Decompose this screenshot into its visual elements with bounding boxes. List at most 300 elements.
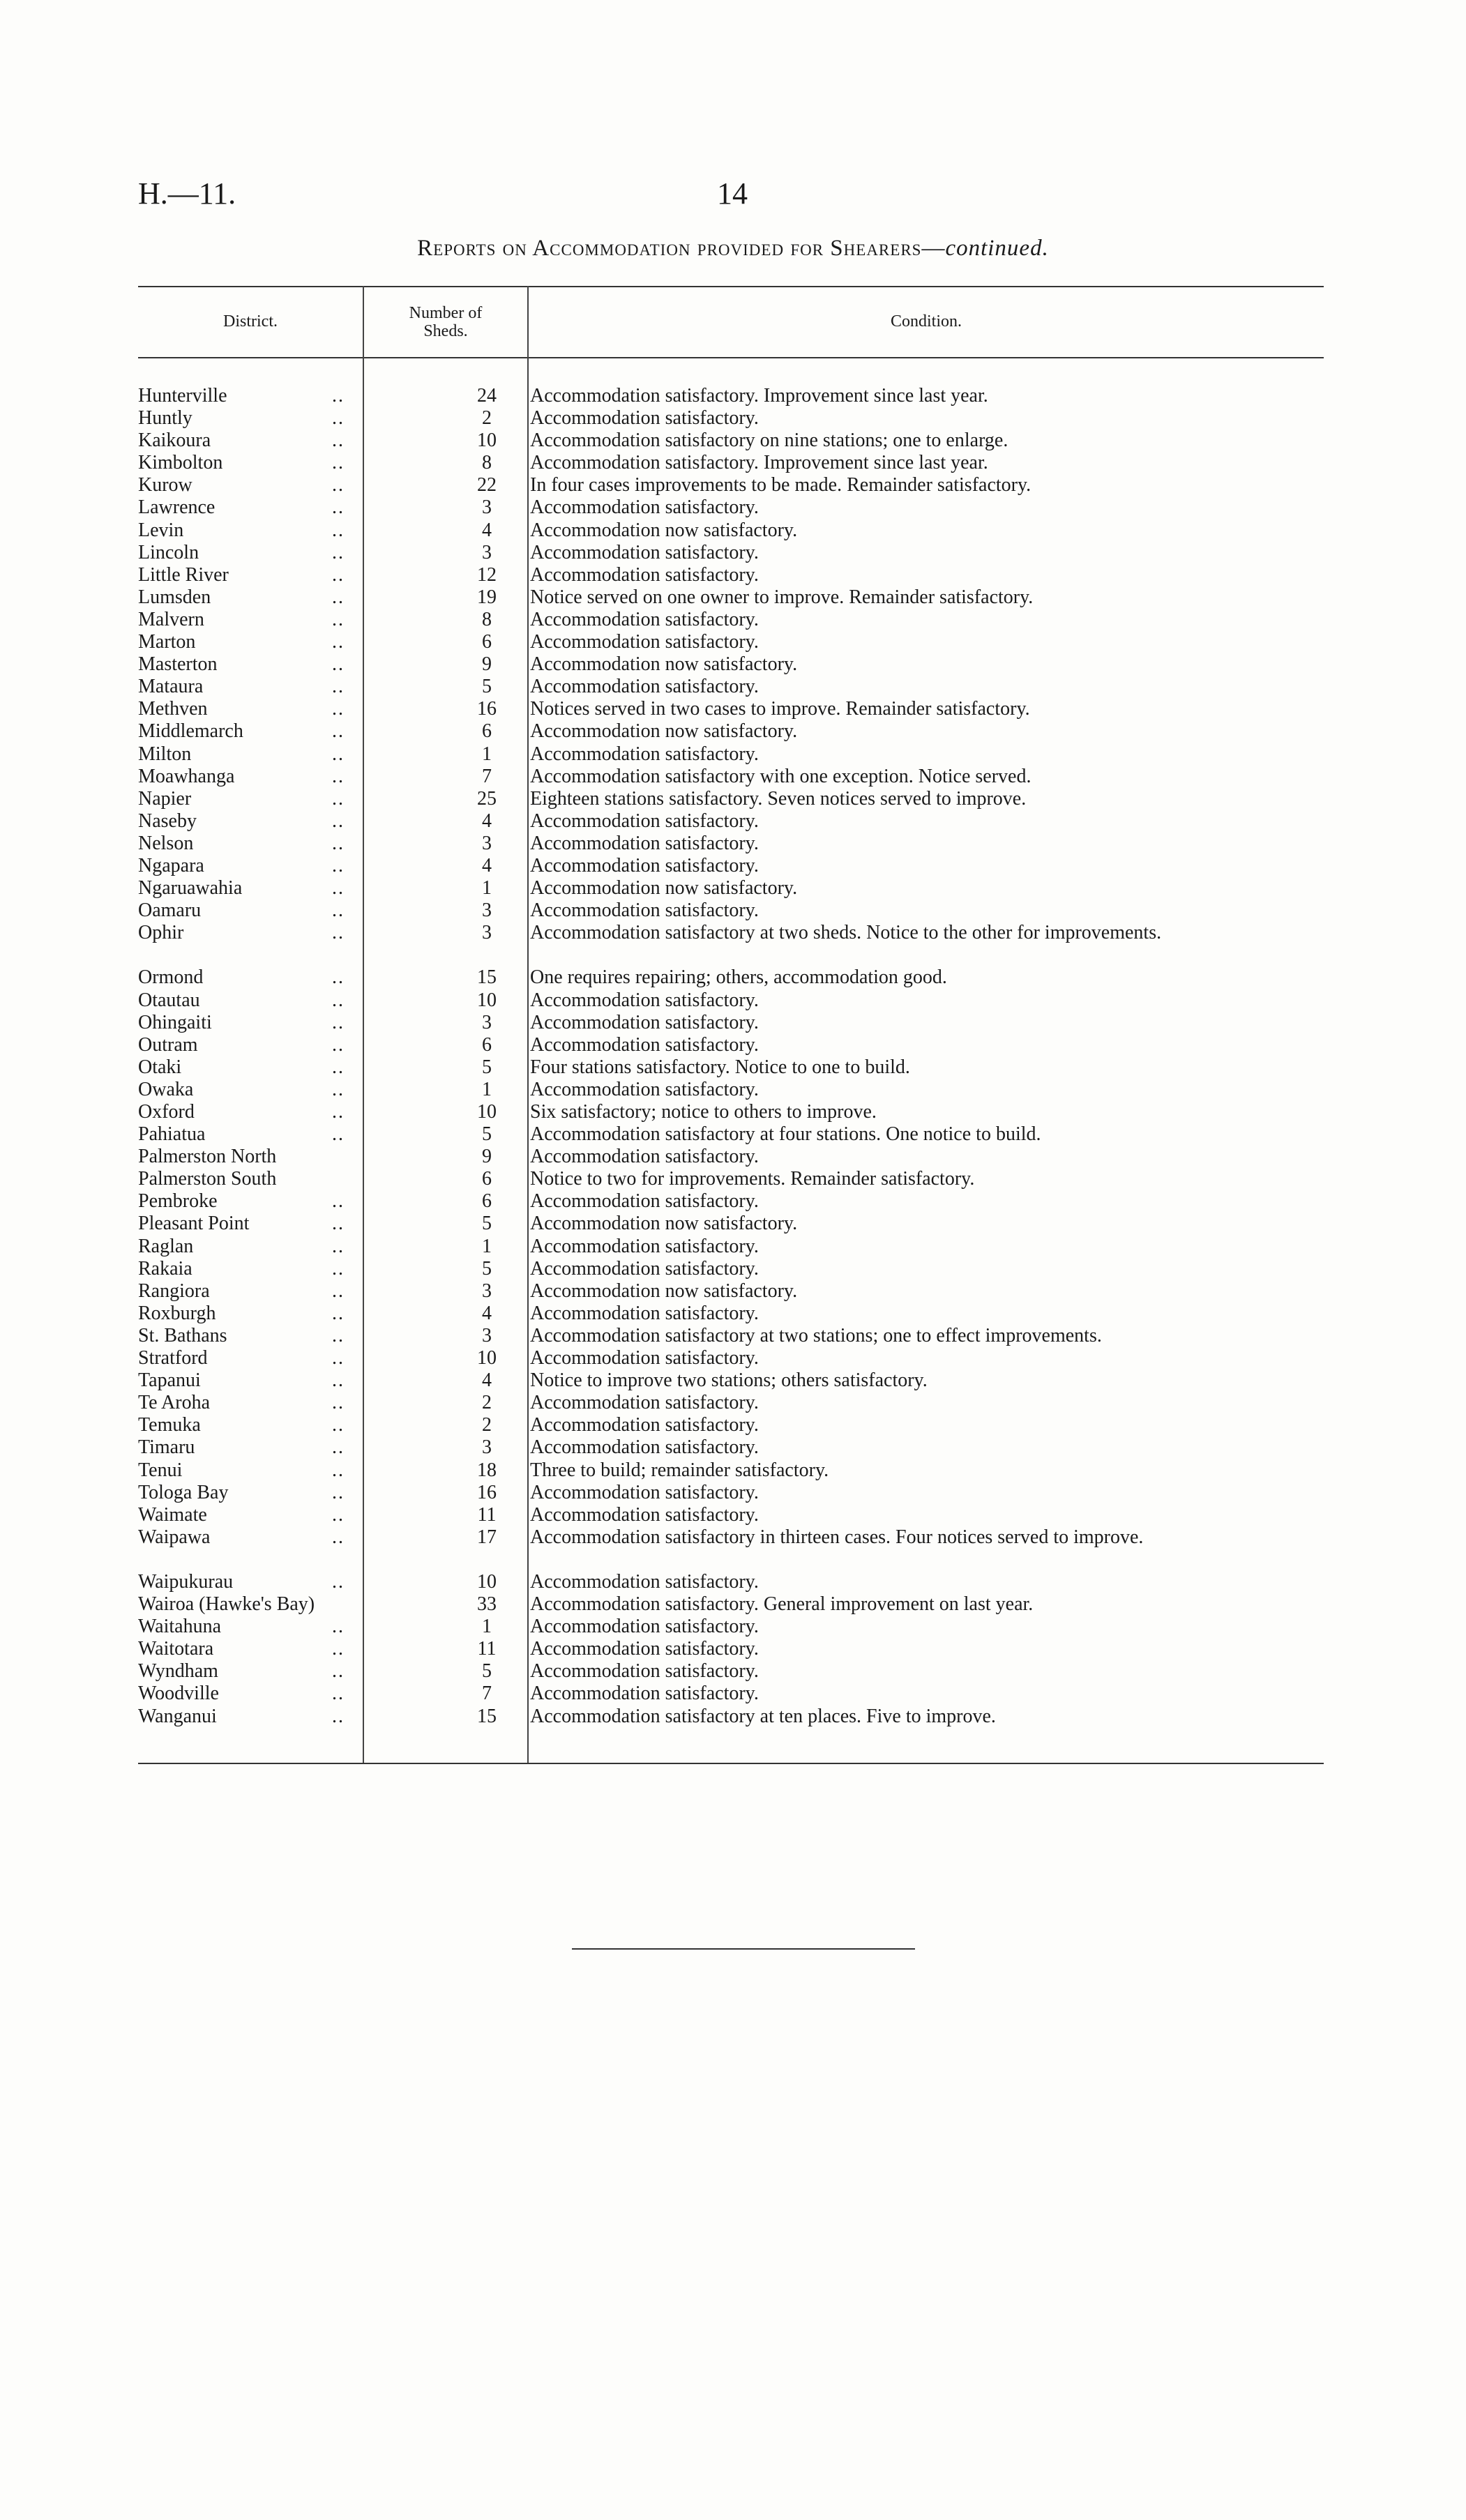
condition-cell: Accommodation satisfactory at four stations. One notice to build. <box>530 1123 1041 1146</box>
leader-dots: .. <box>332 1235 345 1257</box>
sheds-cell: 3 <box>482 1436 492 1459</box>
sheds-cell: 9 <box>482 1146 492 1168</box>
table-row <box>138 1034 1324 1056</box>
condition-cell: Accommodation satisfactory. <box>530 1414 759 1436</box>
leader-dots: .. <box>332 430 345 452</box>
leader-dots: .. <box>332 1481 345 1503</box>
district-cell: Napier <box>138 787 192 810</box>
sheds-cell: 19 <box>477 586 497 608</box>
leader-dots: .. <box>332 1414 345 1436</box>
district-cell: Otaki <box>138 1056 182 1078</box>
leader-dots: .. <box>332 698 345 720</box>
condition-cell: Accommodation now satisfactory. <box>530 877 798 900</box>
condition-cell: Accommodation satisfactory. <box>530 1638 759 1660</box>
leader-dots: .. <box>332 586 345 608</box>
table-row <box>138 900 1324 922</box>
title-main: Reports on Accommodation provided for Shearers— <box>417 236 946 261</box>
condition-cell: Accommodation satisfactory at two stations; one to effect improvements. <box>530 1324 1102 1346</box>
table-row <box>138 1079 1324 1101</box>
table-row <box>138 676 1324 698</box>
district-cell: Ophir <box>138 922 184 944</box>
district-cell: Marton <box>138 631 196 653</box>
district-cell: Rangiora <box>138 1280 210 1302</box>
district-cell: Ngaruawahia <box>138 877 243 900</box>
sheds-cell: 5 <box>482 1257 492 1280</box>
table-row <box>138 1190 1324 1213</box>
condition-cell: Accommodation satisfactory. <box>530 1683 759 1705</box>
condition-cell: Accommodation satisfactory with one exception. Notice served. <box>530 765 1032 787</box>
sheds-cell: 9 <box>482 653 492 676</box>
leader-dots: .. <box>332 1280 345 1302</box>
condition-cell: Accommodation satisfactory. <box>530 407 759 430</box>
leader-dots: .. <box>332 1526 345 1548</box>
sheds-cell: 2 <box>482 1414 492 1436</box>
leader-dots: .. <box>332 608 345 630</box>
leader-dots: .. <box>332 1503 345 1526</box>
district-cell: Temuka <box>138 1414 201 1436</box>
condition-cell: Accommodation satisfactory. <box>530 1436 759 1459</box>
table-row <box>138 1526 1324 1571</box>
condition-cell: Accommodation satisfactory. <box>530 1302 759 1324</box>
table-row <box>138 1616 1324 1638</box>
leader-dots: .. <box>332 496 345 519</box>
condition-cell: Accommodation now satisfactory. <box>530 653 798 676</box>
table-row <box>138 1056 1324 1079</box>
sheds-cell: 5 <box>482 1123 492 1146</box>
table-row <box>138 1660 1324 1683</box>
leader-dots: .. <box>332 1683 345 1705</box>
leader-dots: .. <box>332 922 345 944</box>
condition-cell: One requires repairing; others, accommodation good. <box>530 966 947 989</box>
condition-cell: Notice to two for improvements. Remainder satisfactory. <box>530 1168 975 1190</box>
sheds-cell: 24 <box>477 385 497 407</box>
sheds-cell: 1 <box>482 1078 492 1100</box>
leader-dots: .. <box>332 563 345 586</box>
table-row <box>138 720 1324 743</box>
sheds-cell: 3 <box>482 496 492 519</box>
condition-cell: Accommodation satisfactory. <box>530 1481 759 1503</box>
condition-cell: Accommodation now satisfactory. <box>530 1280 798 1302</box>
leader-dots: .. <box>332 541 345 563</box>
sheds-cell: 5 <box>482 1056 492 1078</box>
leader-dots: .. <box>332 1436 345 1459</box>
sheds-cell: 3 <box>482 832 492 854</box>
table-row <box>138 922 1324 966</box>
table-row <box>138 1325 1324 1347</box>
leader-dots: .. <box>332 854 345 876</box>
district-cell: Roxburgh <box>138 1302 216 1324</box>
leader-dots: .. <box>332 452 345 474</box>
condition-cell: Notice to improve two stations; others satisfactory. <box>530 1369 928 1392</box>
leader-dots: .. <box>332 1302 345 1324</box>
table-row <box>138 474 1324 496</box>
table-row <box>138 810 1324 833</box>
condition-cell: Accommodation satisfactory. <box>530 854 759 876</box>
leader-dots: .. <box>332 832 345 854</box>
sheds-cell: 5 <box>482 676 492 698</box>
condition-cell: Accommodation satisfactory. <box>530 1146 759 1168</box>
table-row <box>138 1571 1324 1593</box>
table-row <box>138 1347 1324 1369</box>
sheds-cell: 3 <box>482 1011 492 1033</box>
table-row <box>138 1146 1324 1168</box>
district-cell: Masterton <box>138 653 218 676</box>
district-cell: Pleasant Point <box>138 1213 250 1235</box>
sheds-cell: 7 <box>482 765 492 787</box>
table-row <box>138 743 1324 766</box>
table-row <box>138 519 1324 542</box>
table-row <box>138 1504 1324 1526</box>
leader-dots: .. <box>332 474 345 496</box>
leader-dots: .. <box>332 1101 345 1123</box>
sheds-cell: 2 <box>482 1392 492 1414</box>
district-cell: Raglan <box>138 1235 194 1257</box>
condition-cell: Accommodation satisfactory. <box>530 743 759 765</box>
sheds-cell: 11 <box>477 1503 497 1526</box>
district-cell: Te Aroha <box>138 1392 211 1414</box>
sheds-cell: 15 <box>477 1705 497 1727</box>
table-row <box>138 1369 1324 1392</box>
district-cell: Waipawa <box>138 1526 211 1548</box>
table-body <box>138 385 1324 1728</box>
table-row <box>138 788 1324 810</box>
sheds-cell: 3 <box>482 1280 492 1302</box>
table-row <box>138 586 1324 609</box>
condition-cell: Accommodation satisfactory. <box>530 631 759 653</box>
leader-dots: .. <box>332 1616 345 1638</box>
column-header-sheds <box>364 304 527 340</box>
table-row <box>138 1414 1324 1436</box>
condition-cell: Accommodation satisfactory. <box>530 1011 759 1033</box>
district-cell: Waipukurau <box>138 1570 234 1593</box>
leader-dots: .. <box>332 407 345 430</box>
table-row <box>138 1236 1324 1258</box>
sheds-cell: 6 <box>482 720 492 743</box>
sheds-cell: 10 <box>477 1101 497 1123</box>
leader-dots: .. <box>332 877 345 900</box>
condition-cell: Accommodation satisfactory. <box>530 1616 759 1638</box>
condition-cell: Accommodation now satisfactory. <box>530 519 798 541</box>
district-cell: Kaikoura <box>138 430 211 452</box>
sheds-cell: 12 <box>477 563 497 586</box>
district-cell: Owaka <box>138 1078 194 1100</box>
condition-cell: Accommodation satisfactory. <box>530 1257 759 1280</box>
district-cell: Malvern <box>138 608 204 630</box>
table-row <box>138 1436 1324 1459</box>
sheds-cell: 6 <box>482 1033 492 1056</box>
table-row <box>138 1303 1324 1325</box>
page-title <box>0 236 1466 261</box>
district-cell: Methven <box>138 698 208 720</box>
condition-cell: Eighteen stations satisfactory. Seven notices served to improve. <box>530 787 1027 810</box>
leader-dots: .. <box>332 1570 345 1593</box>
leader-dots: .. <box>332 385 345 407</box>
district-cell: Oamaru <box>138 900 202 922</box>
leader-dots: .. <box>332 1190 345 1213</box>
condition-cell: Notice served on one owner to improve. Remainder satisfactory. <box>530 586 1034 608</box>
district-cell: Wyndham <box>138 1660 218 1683</box>
sheds-cell: 4 <box>482 854 492 876</box>
sheds-cell: 3 <box>482 1324 492 1346</box>
condition-cell: In four cases improvements to be made. Remainder satisfactory. <box>530 474 1032 496</box>
table-row <box>138 1638 1324 1660</box>
sheds-cell: 4 <box>482 519 492 541</box>
table-row <box>138 542 1324 564</box>
district-cell: Outram <box>138 1033 198 1056</box>
condition-cell: Accommodation satisfactory. <box>530 563 759 586</box>
district-cell: Stratford <box>138 1347 208 1369</box>
district-cell: Lincoln <box>138 541 199 563</box>
table-top-rule <box>138 286 1324 287</box>
district-cell: Waimate <box>138 1503 207 1526</box>
table-row <box>138 1280 1324 1303</box>
condition-cell: Accommodation satisfactory. <box>530 608 759 630</box>
leader-dots: .. <box>332 631 345 653</box>
sheds-cell: 16 <box>477 698 497 720</box>
district-cell: Woodville <box>138 1683 219 1705</box>
condition-cell: Accommodation satisfactory. <box>530 496 759 519</box>
column-header-condition: Condition. <box>890 312 962 331</box>
district-cell: Otautau <box>138 989 200 1011</box>
sheds-cell: 1 <box>482 743 492 765</box>
condition-cell: Six satisfactory; notice to others to improve. <box>530 1101 877 1123</box>
title-continued: continued. <box>945 236 1049 261</box>
district-cell: Middlemarch <box>138 720 243 743</box>
district-cell: Palmerston South <box>138 1168 277 1190</box>
table-row <box>138 1213 1324 1235</box>
district-cell: Milton <box>138 743 192 765</box>
district-cell: Huntly <box>138 407 192 430</box>
sheds-cell: 25 <box>477 787 497 810</box>
leader-dots: .. <box>332 966 345 989</box>
sheds-cell: 3 <box>482 922 492 944</box>
table-row <box>138 564 1324 586</box>
table-row <box>138 430 1324 452</box>
table-row <box>138 966 1324 989</box>
district-cell: Kurow <box>138 474 192 496</box>
sheds-cell: 18 <box>477 1459 497 1481</box>
sheds-cell: 15 <box>477 966 497 989</box>
leader-dots: .. <box>332 720 345 743</box>
column-header-sheds-line1: Number of <box>409 304 483 322</box>
district-cell: Tologa Bay <box>138 1481 229 1503</box>
district-cell: Nelson <box>138 832 194 854</box>
table-row <box>138 385 1324 407</box>
district-cell: Naseby <box>138 810 197 832</box>
table-row <box>138 1168 1324 1190</box>
table-row <box>138 1258 1324 1280</box>
condition-cell: Notices served in two cases to improve. Remainder satisfactory. <box>530 698 1030 720</box>
sheds-cell: 8 <box>482 452 492 474</box>
sheds-cell: 1 <box>482 877 492 900</box>
condition-cell: Accommodation satisfactory. <box>530 810 759 832</box>
condition-cell: Accommodation satisfactory. <box>530 541 759 563</box>
district-cell: Ngapara <box>138 854 204 876</box>
table-header-rule <box>138 357 1324 358</box>
table-row <box>138 1482 1324 1504</box>
table-row <box>138 698 1324 720</box>
condition-cell: Accommodation satisfactory at ten places. Five to improve. <box>530 1705 996 1727</box>
district-cell: Lawrence <box>138 496 216 519</box>
leader-dots: .. <box>332 1078 345 1100</box>
condition-cell: Accommodation satisfactory. <box>530 1570 759 1593</box>
condition-cell: Accommodation now satisfactory. <box>530 720 798 743</box>
page-number: 14 <box>717 176 748 211</box>
condition-cell: Accommodation satisfactory. <box>530 989 759 1011</box>
district-cell: Kimbolton <box>138 452 223 474</box>
condition-cell: Accommodation satisfactory. Improvement since last year. <box>530 452 988 474</box>
condition-cell: Accommodation satisfactory. <box>530 1347 759 1369</box>
leader-dots: .. <box>332 1459 345 1481</box>
district-cell: Pahiatua <box>138 1123 206 1146</box>
district-cell: Moawhanga <box>138 765 235 787</box>
district-cell: Mataura <box>138 676 204 698</box>
district-cell: Ohingaiti <box>138 1011 212 1033</box>
sheds-cell: 10 <box>477 1347 497 1369</box>
district-cell: Tenui <box>138 1459 183 1481</box>
sheds-cell: 22 <box>477 474 497 496</box>
district-cell: Hunterville <box>138 385 227 407</box>
district-cell: Levin <box>138 519 184 541</box>
district-cell: Oxford <box>138 1101 195 1123</box>
district-cell: Palmerston North <box>138 1146 277 1168</box>
district-cell: Wanganui <box>138 1705 217 1727</box>
sheds-cell: 8 <box>482 608 492 630</box>
district-cell: Waitotara <box>138 1638 214 1660</box>
district-cell: Wairoa (Hawke's Bay) <box>138 1593 315 1616</box>
leader-dots: .. <box>332 1123 345 1146</box>
leader-dots: .. <box>332 676 345 698</box>
leader-dots: .. <box>332 1011 345 1033</box>
condition-cell: Accommodation satisfactory. <box>530 1660 759 1683</box>
sheds-cell: 3 <box>482 900 492 922</box>
leader-dots: .. <box>332 1638 345 1660</box>
district-cell: Rakaia <box>138 1257 192 1280</box>
sheds-cell: 6 <box>482 1190 492 1213</box>
leader-dots: .. <box>332 1056 345 1078</box>
table-row <box>138 833 1324 855</box>
condition-cell: Accommodation now satisfactory. <box>530 1213 798 1235</box>
table-row <box>138 855 1324 877</box>
leader-dots: .. <box>332 787 345 810</box>
sheds-cell: 17 <box>477 1526 497 1548</box>
leader-dots: .. <box>332 653 345 676</box>
table-row <box>138 1683 1324 1705</box>
sheds-cell: 33 <box>477 1593 497 1616</box>
district-cell: Little River <box>138 563 229 586</box>
sheds-cell: 10 <box>477 989 497 1011</box>
condition-cell: Accommodation satisfactory. <box>530 676 759 698</box>
leader-dots: .. <box>332 1392 345 1414</box>
sheds-cell: 11 <box>477 1638 497 1660</box>
condition-cell: Accommodation satisfactory. <box>530 1190 759 1213</box>
district-cell: Lumsden <box>138 586 211 608</box>
table-row <box>138 452 1324 474</box>
sheds-cell: 6 <box>482 1168 492 1190</box>
sheds-cell: 1 <box>482 1616 492 1638</box>
table-row <box>138 1593 1324 1616</box>
sheds-cell: 4 <box>482 810 492 832</box>
sheds-cell: 3 <box>482 541 492 563</box>
sheds-cell: 1 <box>482 1235 492 1257</box>
leader-dots: .. <box>332 743 345 765</box>
condition-cell: Accommodation satisfactory. <box>530 1392 759 1414</box>
leader-dots: .. <box>332 765 345 787</box>
condition-cell: Accommodation satisfactory in thirteen cases. Four notices served to improve. <box>530 1526 1144 1548</box>
condition-cell: Accommodation satisfactory on nine stations; one to enlarge. <box>530 430 1008 452</box>
district-cell: Waitahuna <box>138 1616 222 1638</box>
table-bottom-rule <box>138 1763 1324 1764</box>
sheds-cell: 4 <box>482 1369 492 1392</box>
page-header <box>138 176 1324 218</box>
table-row <box>138 496 1324 519</box>
condition-cell: Accommodation satisfactory. <box>530 900 759 922</box>
district-cell: Tapanui <box>138 1369 201 1392</box>
district-cell: Pembroke <box>138 1190 218 1213</box>
condition-cell: Accommodation satisfactory. <box>530 1235 759 1257</box>
table-row <box>138 407 1324 430</box>
condition-cell: Accommodation satisfactory. <box>530 1033 759 1056</box>
leader-dots: .. <box>332 989 345 1011</box>
district-cell: St. Bathans <box>138 1324 227 1346</box>
table-row <box>138 877 1324 900</box>
leader-dots: .. <box>332 1213 345 1235</box>
sheds-cell: 10 <box>477 1570 497 1593</box>
leader-dots: .. <box>332 1705 345 1727</box>
leader-dots: .. <box>332 1369 345 1392</box>
table-row <box>138 1012 1324 1034</box>
condition-cell: Accommodation satisfactory. <box>530 832 759 854</box>
condition-cell: Three to build; remainder satisfactory. <box>530 1459 829 1481</box>
leader-dots: .. <box>332 519 345 541</box>
table-row <box>138 1706 1324 1728</box>
leader-dots: .. <box>332 900 345 922</box>
condition-cell: Accommodation satisfactory. <box>530 1078 759 1100</box>
condition-cell: Accommodation satisfactory. General improvement on last year. <box>530 1593 1034 1616</box>
closing-rule <box>572 1948 915 1950</box>
table-row <box>138 631 1324 653</box>
table-row <box>138 766 1324 788</box>
condition-cell: Accommodation satisfactory. Improvement since last year. <box>530 385 988 407</box>
leader-dots: .. <box>332 810 345 832</box>
district-cell: Ormond <box>138 966 204 989</box>
table-row <box>138 1101 1324 1123</box>
table-row <box>138 1459 1324 1482</box>
sheds-cell: 10 <box>477 430 497 452</box>
table-row <box>138 989 1324 1012</box>
sheds-cell: 2 <box>482 407 492 430</box>
condition-cell: Four stations satisfactory. Notice to one to build. <box>530 1056 910 1078</box>
leader-dots: .. <box>332 1257 345 1280</box>
column-header-sheds-line2: Sheds. <box>423 322 468 340</box>
leader-dots: .. <box>332 1347 345 1369</box>
table-row <box>138 1392 1324 1414</box>
leader-dots: .. <box>332 1324 345 1346</box>
document-reference: H.—11. <box>138 176 236 211</box>
sheds-cell: 5 <box>482 1660 492 1683</box>
district-cell: Timaru <box>138 1436 195 1459</box>
table-row <box>138 1123 1324 1146</box>
column-header-district: District. <box>223 312 278 331</box>
condition-cell: Accommodation satisfactory at two sheds. Notice to the other for improvements. <box>530 922 1162 944</box>
sheds-cell: 6 <box>482 631 492 653</box>
table-row <box>138 653 1324 676</box>
condition-cell: Accommodation satisfactory. <box>530 1503 759 1526</box>
sheds-cell: 4 <box>482 1302 492 1324</box>
table-row <box>138 609 1324 631</box>
sheds-cell: 5 <box>482 1213 492 1235</box>
leader-dots: .. <box>332 1660 345 1683</box>
